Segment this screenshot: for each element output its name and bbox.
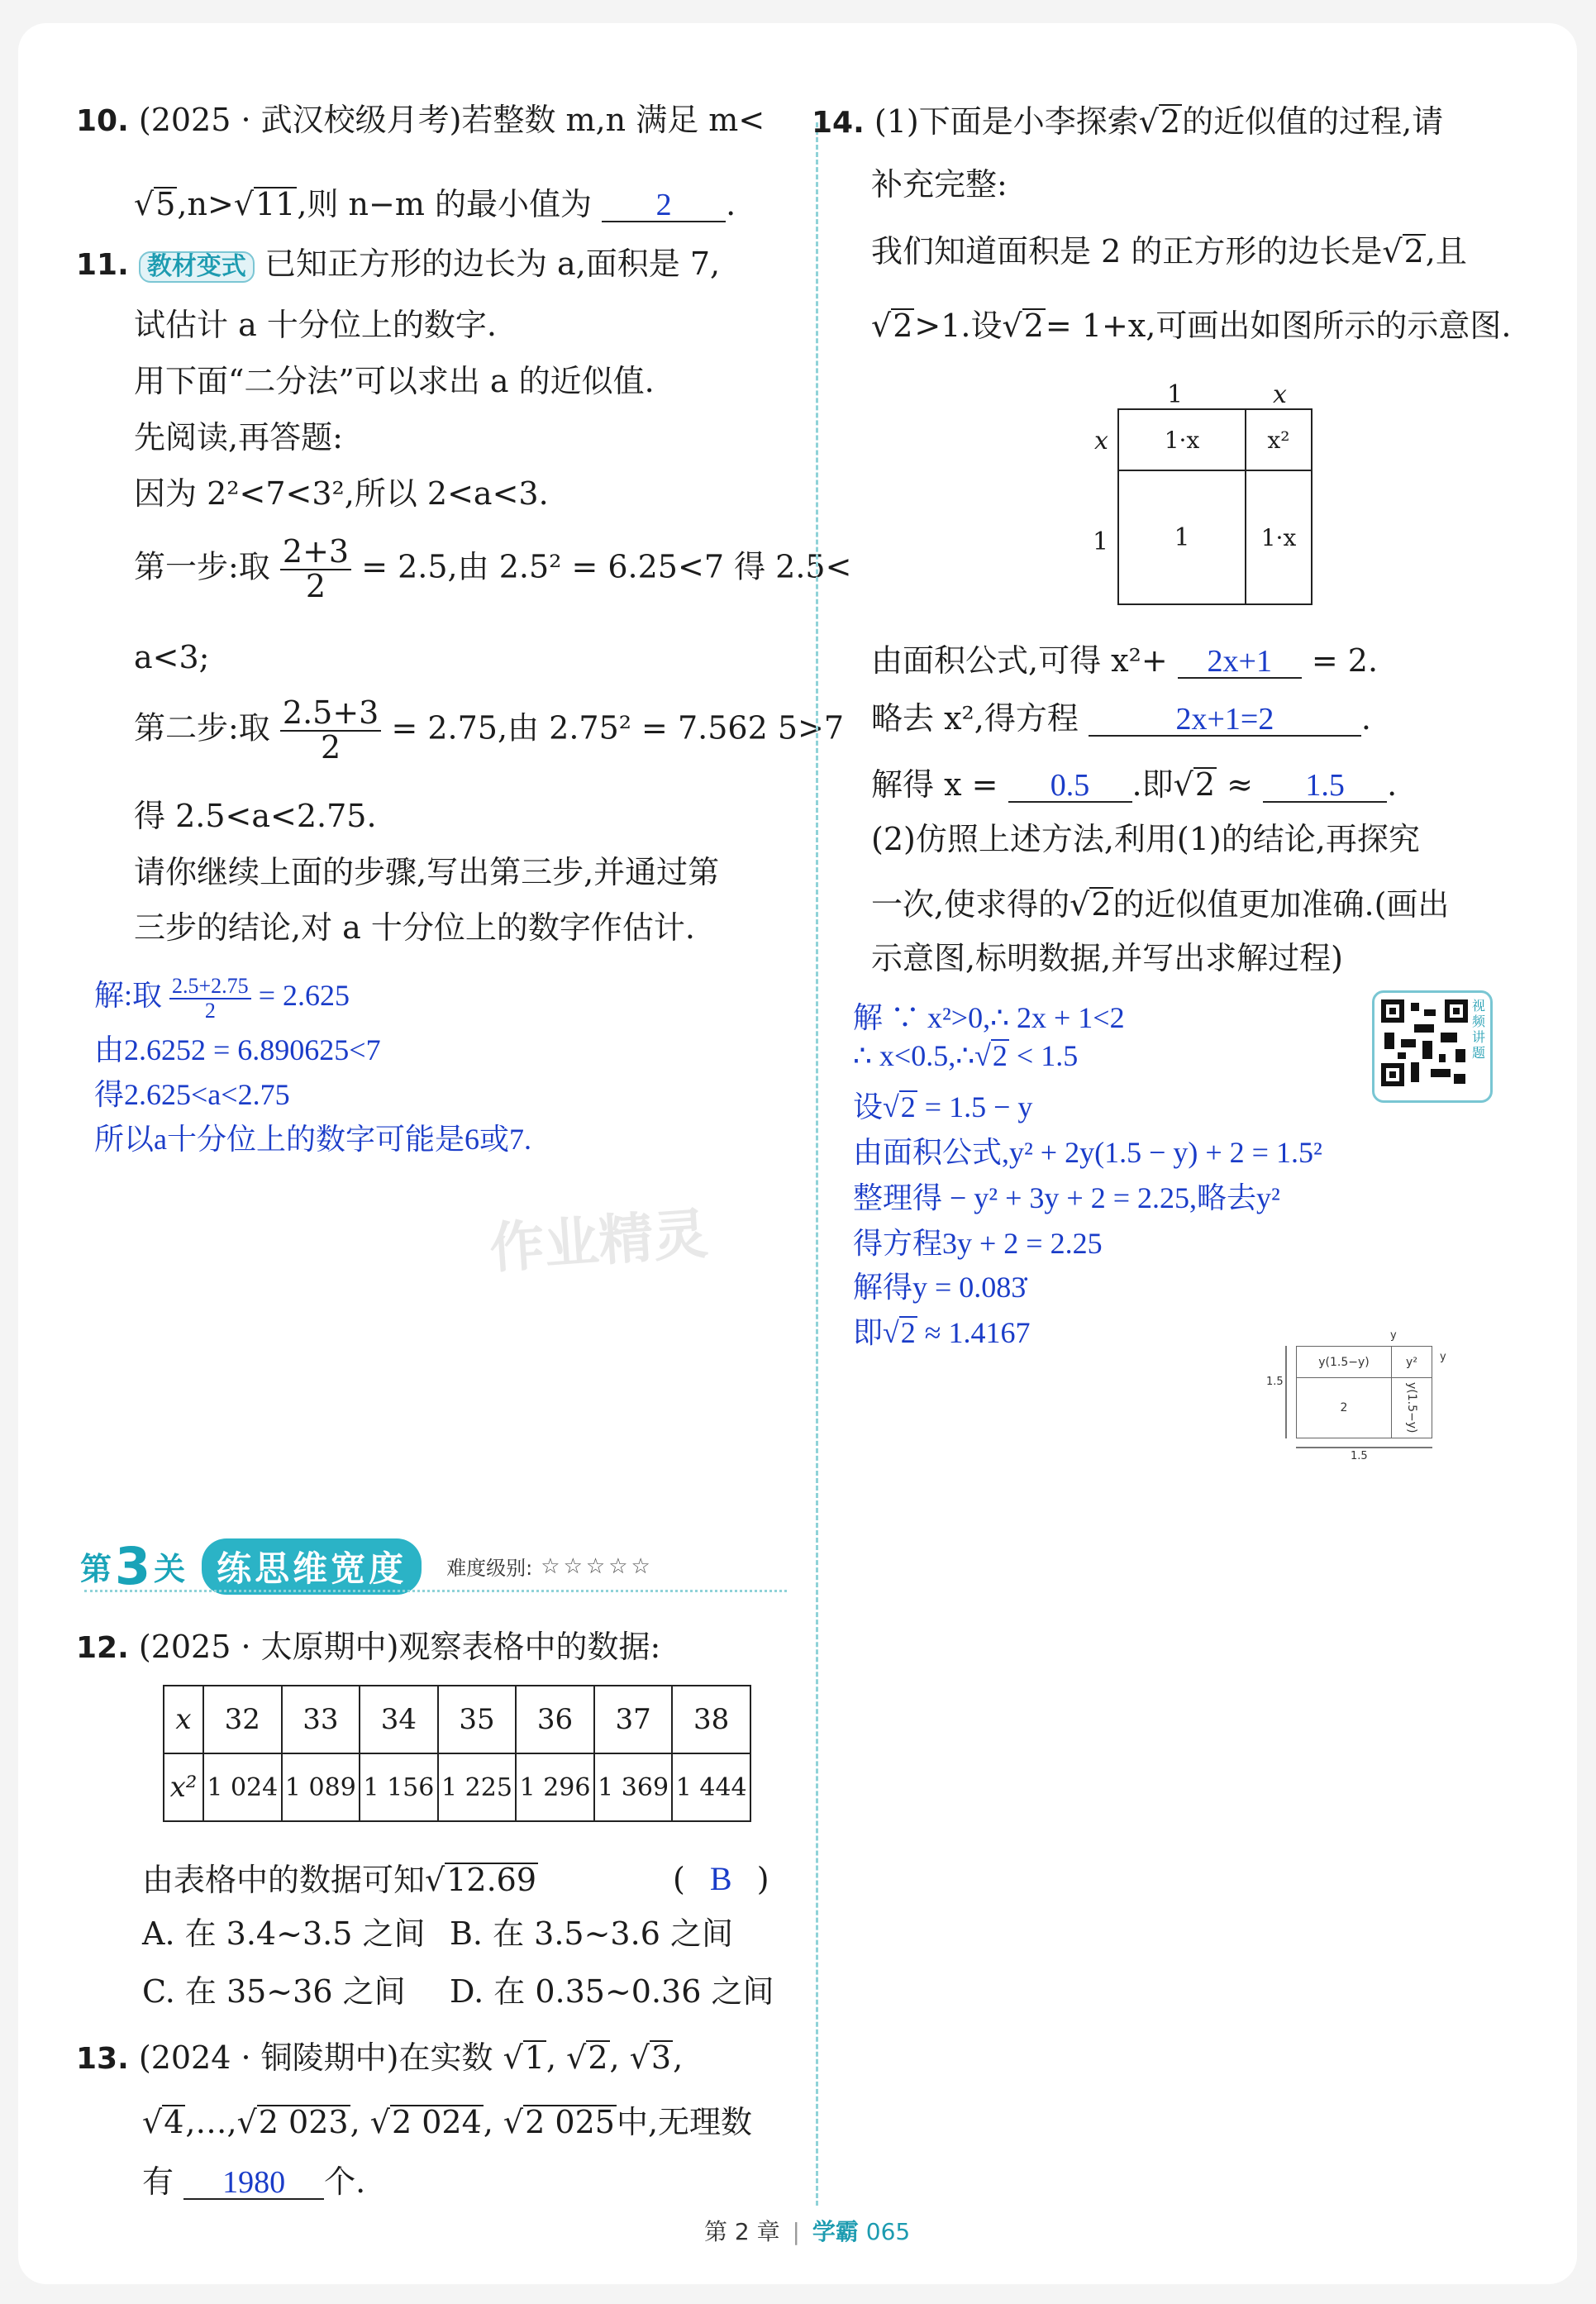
q10-text2d: ,则 n−m 的最小值为 (297, 186, 592, 222)
fig-cell: 1·x (1118, 409, 1246, 470)
q13-answer-blank[interactable] (183, 2166, 324, 2200)
q10-answer-blank[interactable] (602, 188, 726, 222)
q11-step2-pre: 第二步:取 (134, 709, 270, 747)
q11-ask2: 三步的结论,对 a 十分位上的数字作估计. (134, 909, 695, 946)
q10-answer: 2 (655, 188, 672, 222)
mini-bottom-line (1296, 1447, 1432, 1448)
q13-line1: 13. (2024 · 铜陵期中)在实数 √1, √2, √3, (76, 2039, 684, 2076)
q14-p1-b: 的近似值的过程,请 (1182, 103, 1444, 140)
q14-solution-7: 解得y = 0.083̇ (853, 1271, 1027, 1304)
q11-sol-num: 2.5+2.75 (169, 975, 251, 999)
q11-step2-cont: 得 2.5<a<2.75. (134, 798, 377, 834)
section-title: 练思维宽度 (202, 1538, 422, 1595)
q14-fill1 (871, 642, 1379, 679)
q10-number: 10. (76, 104, 129, 138)
mini-cell: y(1.5−y) (1297, 1347, 1392, 1378)
mini-y-side: y (1440, 1351, 1446, 1363)
q14-fill1-post: = 2. (1311, 642, 1379, 679)
mini-left-line (1285, 1346, 1287, 1438)
q14-sol8-sqrt: 2 (900, 1316, 916, 1349)
fig-row-top (1118, 409, 1312, 470)
q14-fill3-mid: .即 (1131, 766, 1174, 803)
q14-p1-line4: √2>1.设√2= 1+x,可画出如图所示的示意图. (871, 308, 1512, 344)
q14-fill2-answer: 2x+1=2 (1175, 702, 1274, 737)
table-cell: 1 089 (282, 1753, 360, 1821)
q12-option-b[interactable]: B. 在 3.5~3.6 之间 (450, 1915, 733, 1952)
q13-sqrt2023: 2 023 (258, 2104, 349, 2140)
q11-step2-num: 2.5+3 (280, 697, 381, 732)
q10-text2b: ,n> (177, 186, 234, 222)
q14-fill3-pre: 解得 x = (871, 766, 998, 803)
q10-line2: √5,n>√11,则 n−m 的最小值为 2 . (134, 186, 736, 222)
q11-sol-den: 2 (204, 998, 216, 1023)
q13-sqrt1: 1 (524, 2039, 545, 2076)
q11-line5: 因为 2²<7<3²,所以 2<a<3. (134, 475, 549, 512)
footer-brand: 学霸 (812, 2218, 859, 2245)
q14-solution-2: ∴ x<0.5,∴√2 < 1.5 (853, 1039, 1079, 1072)
q11-line3: 用下面“二分法”可以求出 a 的近似值. (134, 363, 655, 399)
q14-fill2-post: . (1360, 700, 1372, 737)
fig-top-x: x (1273, 380, 1287, 409)
q11-solution-1 (94, 972, 350, 1022)
table-cell: 1 444 (672, 1753, 750, 1821)
q13-answer: 1980 (222, 2165, 286, 2200)
q14-fill3-approx: ≈ (1227, 766, 1253, 803)
q12-option-d[interactable]: D. 在 0.35~0.36 之间 (450, 1973, 774, 2010)
table-cell: 1 024 (203, 1753, 282, 1821)
table-cell: 1 225 (438, 1753, 517, 1821)
table-cell: 33 (282, 1686, 360, 1753)
q13-intro: (2024 · 铜陵期中)在实数 (138, 2039, 493, 2076)
q14-sol3-b: = 1.5 − y (924, 1090, 1033, 1123)
mini-cell: 2 (1297, 1378, 1392, 1438)
q14-figure (1117, 408, 1313, 605)
q14-sol3-a: 设 (853, 1090, 884, 1123)
section-post: 关 (154, 1551, 186, 1587)
q14-fill1-pre: 由面积公式,可得 x²+ (871, 642, 1168, 679)
fig-cell: x² (1246, 409, 1312, 470)
mini-cell: y² (1392, 1347, 1432, 1378)
q14-solution-8: 即√2 ≈ 1.4167 (853, 1316, 1031, 1349)
mini-y-top: y (1390, 1329, 1397, 1342)
q12-row-x2 (164, 1753, 750, 1821)
q11-solution-3: 得2.625<a<2.75 (94, 1078, 290, 1111)
q12-header-x: x (164, 1686, 203, 1753)
q14-sol8-b: ≈ 1.4167 (924, 1316, 1031, 1349)
q12-line1 (76, 1631, 660, 1663)
q11-sol-frac (169, 975, 251, 1022)
table-cell: 36 (516, 1686, 594, 1753)
q14-solution-4: 由面积公式,y² + 2y(1.5 − y) + 2 = 1.5² (853, 1136, 1322, 1169)
table-cell: 38 (672, 1686, 750, 1753)
table-cell: 37 (594, 1686, 673, 1753)
q13-line3 (142, 2163, 366, 2200)
section-header (80, 1536, 654, 1596)
q14-number: 14. (812, 106, 865, 140)
fig-left-1: 1 (1093, 527, 1109, 556)
column-divider (816, 122, 818, 2206)
q12-row-x (164, 1686, 750, 1753)
footer-chapter: 第 2 章 (704, 2218, 780, 2245)
q11-solution-2: 由2.6252 = 6.890625<7 (94, 1033, 381, 1066)
q11-sol-post: = 2.625 (258, 979, 350, 1012)
table-cell: 1 296 (516, 1753, 594, 1821)
q14-solution-6: 得方程3y + 2 = 2.25 (853, 1227, 1103, 1260)
q14-fill3-sqrt: 2 (1194, 766, 1216, 803)
difficulty-stars: ☆☆☆☆☆ (541, 1553, 654, 1579)
q14-fill3-answer-a: 0.5 (1050, 768, 1090, 803)
q11-line2: 试估计 a 十分位上的数字. (134, 307, 497, 343)
q13-ellipsis: ,…, (185, 2104, 237, 2140)
q11-text1: 已知正方形的边长为 a,面积是 7, (264, 246, 721, 282)
q13-line3-post: 个. (324, 2163, 366, 2200)
q13-number: 13. (76, 2042, 129, 2076)
q11-line1 (76, 248, 720, 283)
q14-p1-line3-b: ,且 (1425, 233, 1467, 270)
q13-line2: √4,…,√2 023, √2 024, √2 025中,无理数 (142, 2104, 753, 2140)
q14-p1-line4-sqrt-a: 2 (893, 308, 913, 344)
q14-fill2-blank[interactable] (1089, 703, 1361, 737)
q14-fill3-post: . (1387, 766, 1398, 803)
q14-p2-line2: 一次,使求得的√2的近似值更加准确.(画出 (871, 886, 1450, 923)
q13-sqrt2025: 2 025 (525, 2104, 615, 2140)
mini-cell: y(1.5−y) (1392, 1378, 1432, 1438)
q10-end: . (726, 186, 736, 222)
q12-stem: 由表格中的数据可知√12.69 (142, 1862, 537, 1898)
q14-p1-line4-sqrt-b: 2 (1023, 308, 1044, 344)
q12-header-x2: x² (164, 1753, 203, 1821)
section-num: 3 (115, 1536, 151, 1596)
q10-line1 (76, 104, 765, 136)
section-level-label: 难度级别: (446, 1557, 533, 1580)
q13-sqrt4: 4 (164, 2104, 184, 2140)
fig-cell: 1·x (1246, 470, 1312, 604)
q11-step1 (134, 533, 852, 604)
q14-sol2-b: < 1.5 (1016, 1039, 1079, 1072)
q13-line3-pre: 有 (142, 2163, 174, 2200)
footer: 第 2 章 | 学霸 065 (704, 2218, 911, 2245)
q14-line1: 14. (1)下面是小李探索√2的近似值的过程,请 (812, 103, 1444, 140)
q14-p2-sqrt: 2 (1091, 886, 1112, 923)
q11-step1-pre: 第一步:取 (134, 548, 270, 585)
q13-line2-post: 中,无理数 (616, 2104, 753, 2140)
table-cell: 1 369 (594, 1753, 673, 1821)
q11-sol-pre: 解:取 (94, 979, 163, 1012)
q14-fill3-blank-a[interactable] (1008, 769, 1132, 803)
qr-code-icon (1381, 999, 1468, 1086)
q12-stem-text: 由表格中的数据可知 (142, 1862, 426, 1898)
q14-p2-line2-a: 一次,使求得的 (871, 886, 1070, 923)
q14-fill3: 解得 x = 0.5 .即√2 ≈ 1.5 . (871, 766, 1398, 803)
q14-p1-line4-a: >1.设 (914, 308, 1003, 344)
q14-p2-line3: 示意图,标明数据,并写出求解过程) (871, 940, 1343, 976)
mini-row-bottom (1297, 1378, 1432, 1438)
q14-p1-line3-sqrt: 2 (1403, 233, 1424, 270)
table-cell: 1 156 (360, 1753, 438, 1821)
q14-solution-1: 解 ∵ x²>0,∴ 2x + 1<2 (853, 1001, 1125, 1034)
section-pre: 第 (80, 1551, 112, 1587)
q11-number: 11. (76, 248, 129, 282)
q12-answer: B (709, 1860, 732, 1897)
q10-sqrt11: 11 (255, 186, 296, 222)
q12-table (163, 1685, 751, 1822)
mini-left-label: 1.5 (1266, 1376, 1284, 1388)
q13-sqrt3: 3 (650, 2039, 672, 2076)
page (18, 23, 1577, 2284)
q11-step1-den: 2 (305, 567, 326, 604)
table-cell: 32 (203, 1686, 282, 1753)
table-cell: 34 (360, 1686, 438, 1753)
q12-paren-right: ) (756, 1861, 769, 1897)
q12-stem-sqrt: 12.69 (446, 1862, 537, 1898)
watermark: 作业精灵 (488, 1201, 710, 1281)
q11-step1-num: 2+3 (280, 536, 351, 570)
q14-fill2-pre: 略去 x²,得方程 (871, 700, 1079, 737)
section-underline (84, 1590, 787, 1592)
q14-p1-line3-a: 我们知道面积是 2 的正方形的边长是 (871, 233, 1383, 270)
q14-fill3-blank-b[interactable] (1263, 769, 1387, 803)
q14-solution-5: 整理得 − y² + 3y + 2 = 2.25,略去y² (853, 1181, 1280, 1214)
q11-step2 (134, 694, 845, 766)
q11-ask1: 请你继续上面的步骤,写出第三步,并通过第 (134, 854, 720, 890)
q14-p1-line2: 补充完整: (871, 166, 1008, 203)
q14-p1-a: (1)下面是小李探索 (874, 103, 1139, 140)
fig-row-bottom (1118, 470, 1312, 604)
qr-code-box[interactable] (1372, 990, 1493, 1103)
q13-sqrt2024: 2 024 (391, 2104, 482, 2140)
q14-p1-line4-b: = 1+x,可画出如图所示的示意图. (1045, 308, 1512, 344)
q14-p2-line2-b: 的近似值更加准确.(画出 (1112, 886, 1450, 923)
fig-left-x: x (1094, 427, 1108, 456)
mini-bottom-label: 1.5 (1351, 1450, 1368, 1462)
q14-sol8-a: 即 (853, 1316, 884, 1349)
q11-line4: 先阅读,再答题: (134, 419, 343, 456)
q14-sol2-a: ∴ x<0.5,∴ (853, 1039, 975, 1072)
q11-step2-post: = 2.75,由 2.75² = 7.562 5>7 (391, 709, 845, 747)
qr-label: 视频讲题 (1472, 998, 1486, 1061)
q11-step1-post: = 2.5,由 2.5² = 6.25<7 得 2.5< (361, 548, 852, 585)
q14-p1-line3: 我们知道面积是 2 的正方形的边长是√2,且 (871, 233, 1467, 270)
q14-fill2 (871, 700, 1372, 737)
q14-fill3-answer-b: 1.5 (1305, 768, 1345, 803)
mini-diagram (1296, 1346, 1432, 1438)
q14-sol3-sqrt: 2 (900, 1090, 916, 1123)
q10-text1: (2025 · 武汉校级月考)若整数 m,n 满足 m< (138, 102, 765, 138)
q11-solution-4: 所以a十分位上的数字可能是6或7. (94, 1123, 531, 1156)
fig-top-1: 1 (1167, 380, 1184, 409)
q12-answer-paren[interactable] (673, 1860, 769, 1897)
q14-p1-sqrt: 2 (1160, 103, 1181, 140)
page-number: 065 (865, 2218, 911, 2245)
mini-row-top (1297, 1347, 1432, 1378)
fig-cell: 1 (1118, 470, 1246, 604)
q13-sqrt2: 2 (588, 2039, 608, 2076)
q11-step2-frac (280, 694, 381, 766)
table-cell: 35 (438, 1686, 517, 1753)
q12-intro: (2025 · 太原期中)观察表格中的数据: (138, 1629, 661, 1665)
q11-step2-den: 2 (321, 728, 341, 766)
q10-sqrt5: 5 (155, 186, 176, 222)
q14-p2-line1: (2)仿照上述方法,利用(1)的结论,再探究 (871, 821, 1420, 857)
q14-fill1-blank[interactable] (1178, 645, 1302, 679)
q12-option-a[interactable]: A. 在 3.4~3.5 之间 (142, 1915, 426, 1952)
q14-sol2-sqrt: 2 (992, 1039, 1008, 1072)
q14-solution-3: 设√2 = 1.5 − y (853, 1090, 1033, 1123)
q11-tag: 教材变式 (139, 251, 255, 283)
q12-number: 12. (76, 1631, 129, 1665)
q11-step1-frac (280, 533, 351, 604)
q12-paren-left: ( (673, 1861, 685, 1897)
q14-fill1-answer: 2x+1 (1207, 644, 1272, 679)
q11-step1-cont: a<3; (134, 639, 210, 675)
q12-option-c[interactable]: C. 在 35~36 之间 (142, 1973, 406, 2010)
